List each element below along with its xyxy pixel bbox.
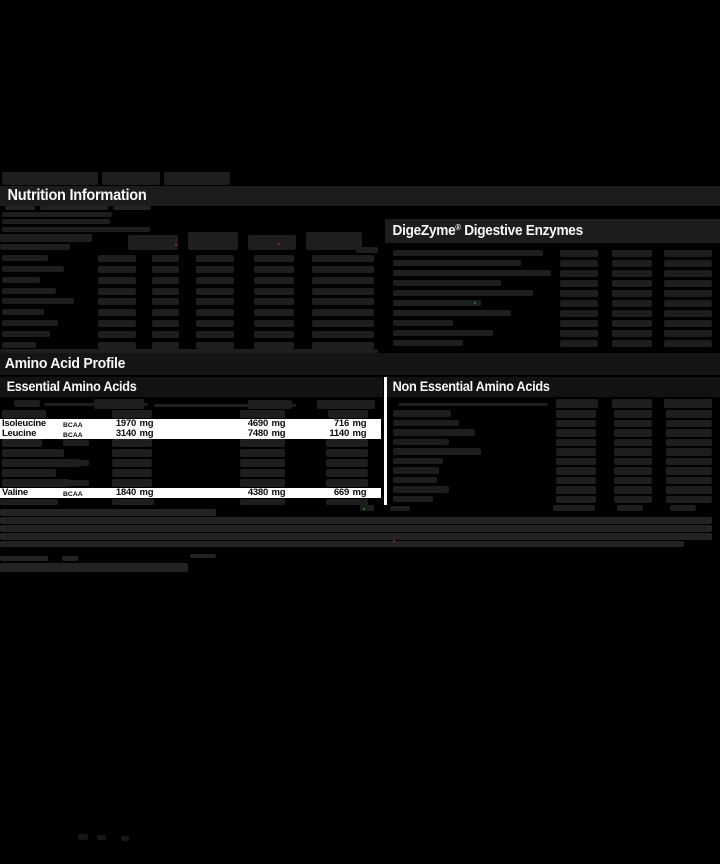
redacted-text-blob [254, 266, 294, 273]
redacted-text-blob [2, 309, 44, 315]
nutrition-information-header-bar [0, 186, 720, 206]
redacted-text-blob [614, 477, 652, 485]
redacted-text-blob [63, 460, 89, 466]
redacted-text-blob [2, 219, 110, 224]
amino-value-col3: 669 [333, 487, 349, 498]
redacted-text-blob [98, 288, 136, 295]
redacted-text-blob [152, 331, 179, 338]
redacted-text-blob [614, 420, 652, 428]
redacted-text-blob [196, 320, 234, 327]
redacted-text-blob [152, 320, 179, 327]
redacted-text-blob [393, 260, 521, 266]
digezyme-header-bar [385, 219, 720, 243]
redacted-text-blob [190, 554, 216, 558]
redacted-text-blob [2, 266, 64, 272]
redacted-text-blob [0, 234, 92, 242]
redacted-text-blob [2, 449, 64, 457]
redacted-text-blob [393, 290, 533, 296]
redacted-text-blob [556, 399, 598, 408]
redacted-text-blob [128, 235, 178, 250]
redacted-text-blob [196, 331, 234, 338]
redacted-text-blob [254, 342, 294, 349]
redacted-text-blob [670, 505, 696, 511]
redacted-text-blob [0, 525, 712, 532]
redacted-text-blob [326, 439, 368, 447]
redacted-text-blob [312, 288, 374, 295]
redacted-text-blob [97, 835, 106, 840]
redacted-text-blob [560, 320, 598, 327]
redacted-text-blob [617, 505, 643, 511]
redacted-text-blob [614, 458, 652, 466]
redacted-text-blob [2, 342, 36, 348]
unit-label: mg [139, 487, 154, 498]
amino-row-valine [0, 488, 381, 498]
redacted-text-blob [102, 172, 160, 185]
amino-acid-profile-title: Amino Acid Profile [4, 355, 126, 372]
redacted-text-blob [393, 486, 449, 493]
unit-label: mg [352, 428, 367, 439]
redacted-text-blob [556, 410, 596, 418]
redacted-text-blob [612, 330, 652, 337]
redacted-text-blob [254, 255, 294, 262]
amino-value-col3: 716 [333, 418, 349, 429]
amino-value-col3: 1140 [329, 428, 349, 439]
nutrition-information-title: Nutrition Information [7, 187, 147, 204]
redacted-text-blob [664, 310, 712, 317]
redacted-text-blob [393, 330, 493, 336]
redacted-text-blob [326, 469, 368, 477]
redacted-text-blob [112, 410, 152, 418]
redacted-text-blob [393, 448, 481, 455]
redacted-text-blob [248, 400, 292, 409]
redacted-text-blob [556, 420, 596, 428]
redacted-text-blob [614, 467, 652, 475]
redacted-text-blob [317, 400, 375, 409]
redacted-text-blob [254, 288, 294, 295]
redacted-text-blob [393, 467, 439, 474]
redacted-text-blob [78, 834, 88, 840]
redacted-text-blob [393, 270, 551, 276]
essential-amino-acids-header-bar [0, 377, 383, 398]
redacted-text-blob [312, 331, 374, 338]
redacted-text-blob [556, 477, 596, 485]
redacted-text-blob [40, 206, 108, 210]
redacted-text-blob [556, 467, 596, 475]
unit-label: mg [352, 487, 367, 498]
redacted-text-blob [2, 227, 150, 232]
redacted-text-blob [0, 517, 712, 524]
redacted-text-blob [254, 320, 294, 327]
redacted-text-blob [556, 448, 596, 456]
amino-value-col2: 4690 [247, 418, 268, 429]
redacted-text-blob [196, 266, 234, 273]
redacted-text-blob [98, 277, 136, 284]
redacted-text-blob [112, 469, 152, 477]
redacted-text-blob [666, 439, 712, 447]
redacted-text-blob [393, 540, 395, 542]
redacted-text-blob [393, 458, 443, 465]
amino-value-col1: 3140 [115, 428, 136, 439]
redacted-text-blob [612, 260, 652, 267]
redacted-text-blob [666, 496, 712, 504]
redacted-text-blob [393, 340, 463, 346]
redacted-text-blob [0, 509, 216, 516]
redacted-text-blob [666, 467, 712, 475]
bcaa-badge: BCAA [63, 490, 83, 498]
amino-row-isoleucine [0, 419, 381, 429]
redacted-text-blob [666, 410, 712, 418]
redacted-text-blob [254, 298, 294, 305]
redacted-text-blob [2, 439, 42, 447]
redacted-text-blob [240, 479, 285, 487]
redacted-text-blob [612, 399, 652, 408]
redacted-text-blob [614, 486, 652, 494]
redacted-text-blob [5, 206, 35, 210]
redacted-text-blob [98, 298, 136, 305]
redacted-text-blob [560, 280, 598, 287]
redacted-text-blob [240, 499, 285, 505]
redacted-text-blob [152, 342, 179, 349]
redacted-text-blob [556, 486, 596, 494]
redacted-text-blob [2, 288, 56, 294]
redacted-text-blob [254, 331, 294, 338]
redacted-text-blob [664, 270, 712, 277]
non-essential-amino-acids-title: Non Essential Amino Acids [392, 378, 550, 394]
redacted-text-blob [614, 410, 652, 418]
redacted-text-blob [2, 212, 112, 217]
redacted-text-blob [393, 439, 449, 446]
redacted-text-blob [152, 298, 179, 305]
redacted-text-blob [98, 255, 136, 262]
redacted-text-blob [240, 469, 285, 477]
redacted-text-blob [612, 270, 652, 277]
redacted-text-blob [0, 541, 684, 547]
redacted-text-blob [14, 400, 40, 407]
redacted-text-blob [240, 439, 285, 447]
redacted-text-blob [612, 340, 652, 347]
redacted-text-blob [398, 403, 548, 406]
redacted-text-blob [121, 836, 129, 841]
redacted-text-blob [666, 429, 712, 437]
redacted-text-blob [2, 172, 98, 185]
redacted-text-blob [196, 255, 234, 262]
redacted-text-blob [112, 479, 152, 487]
redacted-text-blob [393, 310, 511, 316]
redacted-text-blob [666, 458, 712, 466]
redacted-text-blob [556, 458, 596, 466]
redacted-text-blob [326, 459, 368, 467]
redacted-text-blob [98, 331, 136, 338]
redacted-text-blob [112, 439, 152, 447]
redacted-text-blob [98, 320, 136, 327]
redacted-text-blob [612, 290, 652, 297]
redacted-text-blob [560, 300, 598, 307]
redacted-text-blob [612, 310, 652, 317]
unit-label: mg [352, 418, 367, 429]
redacted-text-blob [98, 342, 136, 349]
redacted-text-blob [390, 506, 410, 511]
bcaa-badge: BCAA [63, 421, 83, 429]
redacted-text-blob [63, 480, 89, 486]
amino-value-col2: 7480 [247, 428, 268, 439]
redacted-text-blob [614, 496, 652, 504]
amino-value-col1: 1840 [115, 487, 136, 498]
redacted-text-blob [196, 309, 234, 316]
redacted-text-blob [560, 290, 598, 297]
redacted-text-blob [112, 449, 152, 457]
unit-label: mg [271, 487, 286, 498]
redacted-text-blob [2, 320, 58, 326]
redacted-text-blob [393, 320, 453, 326]
redacted-text-blob [98, 266, 136, 273]
redacted-text-blob [2, 298, 74, 304]
redacted-text-blob [94, 399, 144, 409]
redacted-text-blob [196, 298, 234, 305]
registered-trademark-icon: ® [455, 223, 461, 232]
amino-value-col2: 4380 [247, 487, 268, 498]
redacted-text-blob [393, 300, 481, 306]
redacted-text-blob [664, 340, 712, 347]
redacted-text-blob [664, 399, 712, 408]
redacted-text-blob [164, 172, 230, 185]
redacted-text-blob [113, 206, 151, 210]
redacted-text-blob [152, 266, 179, 273]
redacted-text-blob [560, 260, 598, 267]
essential-amino-acids-title: Essential Amino Acids [6, 378, 137, 394]
redacted-text-blob [393, 477, 437, 484]
redacted-text-blob [2, 277, 40, 283]
redacted-text-blob [152, 309, 179, 316]
unit-label: mg [271, 428, 286, 439]
redacted-text-blob [312, 277, 374, 284]
redacted-text-blob [393, 410, 451, 417]
redacted-text-blob [152, 288, 179, 295]
amino-name: Leucine [2, 428, 37, 439]
redacted-text-blob [553, 505, 595, 511]
redacted-text-blob [393, 496, 433, 503]
redacted-text-blob [664, 260, 712, 267]
redacted-text-blob [556, 439, 596, 447]
redacted-text-blob [0, 556, 48, 561]
redacted-text-blob [666, 448, 712, 456]
redacted-text-blob [326, 449, 368, 457]
redacted-text-blob [98, 309, 136, 316]
redacted-text-blob [393, 429, 475, 436]
non-essential-amino-acids-header-bar [387, 377, 720, 398]
redacted-text-blob [254, 277, 294, 284]
redacted-text-blob [326, 479, 368, 487]
unit-label: mg [139, 418, 154, 429]
redacted-text-blob [326, 499, 368, 505]
redacted-text-blob [560, 270, 598, 277]
redacted-text-blob [614, 448, 652, 456]
redacted-text-blob [393, 250, 543, 256]
redacted-text-blob [240, 410, 285, 418]
redacted-text-blob [175, 244, 177, 246]
redacted-text-blob [614, 429, 652, 437]
redacted-text-blob [312, 298, 374, 305]
redacted-text-blob [2, 469, 56, 477]
redacted-text-blob [196, 277, 234, 284]
redacted-text-blob [312, 320, 374, 327]
redacted-text-blob [664, 330, 712, 337]
redacted-text-blob [196, 342, 234, 349]
redacted-text-blob [560, 330, 598, 337]
redacted-text-blob [612, 280, 652, 287]
redacted-text-blob [393, 280, 501, 286]
redacted-text-blob [312, 266, 374, 273]
redacted-text-blob [560, 340, 598, 347]
redacted-text-blob [612, 320, 652, 327]
redacted-text-blob [328, 410, 368, 418]
redacted-text-blob [664, 280, 712, 287]
redacted-text-blob [112, 499, 154, 505]
redacted-text-blob [614, 439, 652, 447]
redacted-text-blob [312, 342, 374, 349]
redacted-text-blob [474, 302, 476, 304]
unit-label: mg [139, 428, 154, 439]
amino-name: Isoleucine [2, 418, 46, 429]
redacted-text-blob [112, 459, 152, 467]
redacted-text-blob [0, 244, 70, 250]
redacted-text-blob [240, 449, 285, 457]
redacted-text-blob [0, 563, 188, 572]
redacted-text-blob [196, 288, 234, 295]
amino-value-col1: 1970 [115, 418, 136, 429]
redacted-text-blob [0, 533, 712, 540]
redacted-text-blob [248, 235, 296, 250]
redacted-text-blob [62, 556, 78, 561]
redacted-text-blob [312, 309, 374, 316]
digezyme-brand: DigeZyme [392, 223, 456, 239]
redacted-text-blob [664, 320, 712, 327]
redacted-text-blob [306, 232, 362, 250]
redacted-text-blob [278, 243, 280, 245]
redacted-text-blob [560, 310, 598, 317]
redacted-text-blob [2, 410, 46, 418]
redacted-text-blob [240, 459, 285, 467]
redacted-text-blob [664, 300, 712, 307]
table-column-separator [384, 377, 387, 505]
digezyme-title-rest: Digestive Enzymes [460, 223, 583, 239]
redacted-text-blob [560, 250, 598, 257]
redacted-text-blob [664, 250, 712, 257]
amino-name: Valine [2, 487, 28, 498]
redacted-text-blob [393, 420, 459, 427]
redacted-text-blob [666, 420, 712, 428]
digezyme-title [385, 219, 583, 245]
redacted-text-blob [152, 277, 179, 284]
redacted-text-blob [152, 255, 179, 262]
redacted-text-blob [2, 479, 70, 487]
redacted-text-blob [363, 508, 365, 510]
redacted-text-blob [666, 486, 712, 494]
redacted-text-blob [666, 477, 712, 485]
redacted-text-blob [254, 309, 294, 316]
redacted-text-blob [612, 300, 652, 307]
redacted-text-blob [664, 290, 712, 297]
redacted-text-blob [556, 429, 596, 437]
redacted-text-blob [356, 247, 378, 253]
redacted-text-blob [188, 232, 238, 250]
amino-row-leucine [0, 429, 381, 439]
unit-label: mg [271, 418, 286, 429]
redacted-text-blob [2, 331, 50, 337]
amino-acid-profile-header-bar [0, 353, 720, 375]
redacted-text-blob [312, 255, 374, 262]
redacted-text-blob [2, 255, 48, 261]
redacted-text-blob [0, 499, 58, 505]
bcaa-badge: BCAA [63, 431, 83, 439]
redacted-text-blob [612, 250, 652, 257]
redacted-text-blob [556, 496, 596, 504]
